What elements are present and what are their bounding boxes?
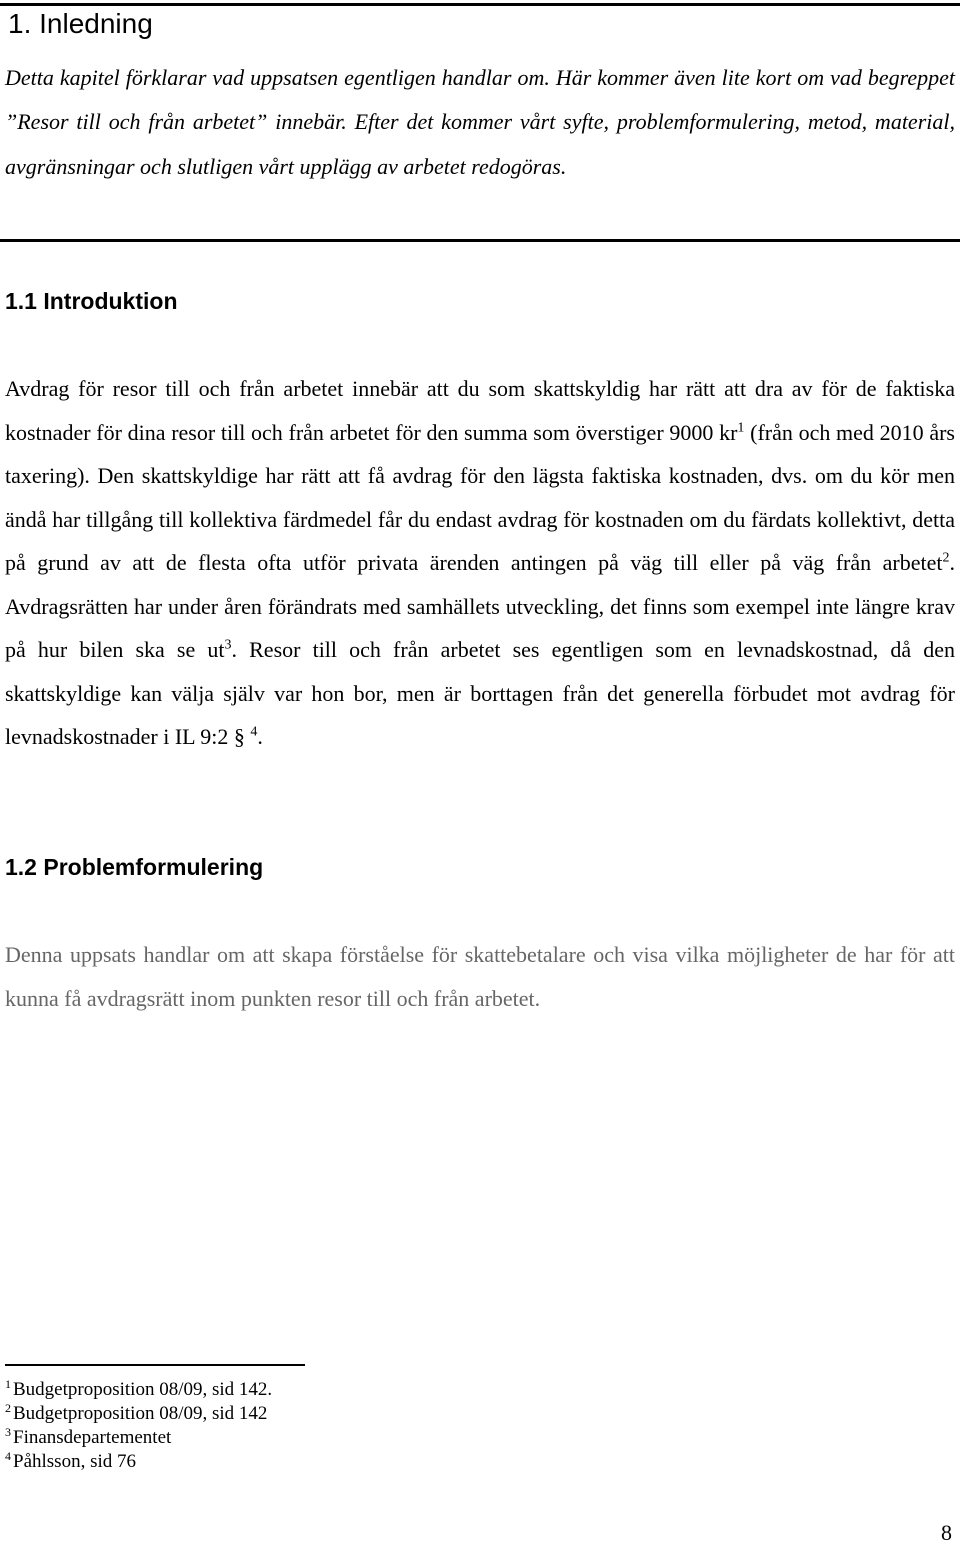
footnote: $^3$ Finansdepartementet: [5, 1424, 172, 1448]
footnote: $^2$ Budgetproposition 08/09, sid 142: [5, 1400, 268, 1424]
section-heading-problemformulering: 1.2 Problemformulering: [5, 854, 264, 880]
chapter-intro: Detta kapitel förklarar vad uppsatsen egentligen handlar om. Här kommer även lite kort om vad begreppet ”Resor till och från arbetet” innebär. Efter det kommer vårt syfte, problemformulering, metod, material, avgränsningar och slutligen vårt upplägg av arbetet redogöras.: [5, 65, 955, 179]
footnotes: [5, 1378, 272, 1474]
intro-bottom-rule: [0, 239, 960, 242]
problemformulering-paragraph: Denna uppsats handlar om att skapa förståelse för skattebetalare och visa vilka möjligheter de har för att kunna få avdragsrätt inom punkten resor till och från arbetet.: [5, 942, 955, 1011]
footnote: $^1$ Budgetproposition 08/09, sid 142.: [5, 1376, 273, 1400]
footnote-separator: [5, 1364, 305, 1366]
page-number: 8: [941, 1520, 952, 1545]
footnote-ref-1: 1: [737, 420, 745, 436]
footnote: $^4$ Påhlsson, sid 76: [5, 1448, 136, 1472]
chapter-heading: 1. Inledning: [8, 8, 153, 39]
footnote-ref-4: 4: [250, 724, 258, 740]
section-heading-introduktion: 1.1 Introduktion: [5, 288, 178, 314]
footnote-ref-2: 2: [942, 550, 950, 566]
footnote-ref-3: 3: [224, 637, 232, 653]
introduktion-paragraph: Avdrag för resor till och från arbetet innebär att du som skattskyldig har rätt att dra av för de faktiska kostnader för dina resor till och från arbetet för den summa som överstiger 9000 $kr^1$ (från och med 2010 års taxering). Den skattskyldige har rätt att få avdrag för den lägsta faktiska kostnaden, dvs. om du kör men ändå har tillgång till kollektiva färdmedel får du endast avdrag för kostnaden om du färdats kollektivt, detta på grund av att de flesta ofta utför privata ärenden antingen på väg till eller på väg från arbetet$^2$. Avdragsrätten har under åren förändrats med samhällets utveckling, det finns som exempel inte längre krav på hur bilen ska se $ut^3$. Resor till och från arbetet ses egentligen som en levnadskostnad, då den skattskyldige kan välja själv var hon bor, men är borttagen från det generella förbudet mot avdrag för levnadskostnader i IL 9:2 § $^4$.: [5, 376, 955, 749]
top-rule: [0, 3, 960, 6]
